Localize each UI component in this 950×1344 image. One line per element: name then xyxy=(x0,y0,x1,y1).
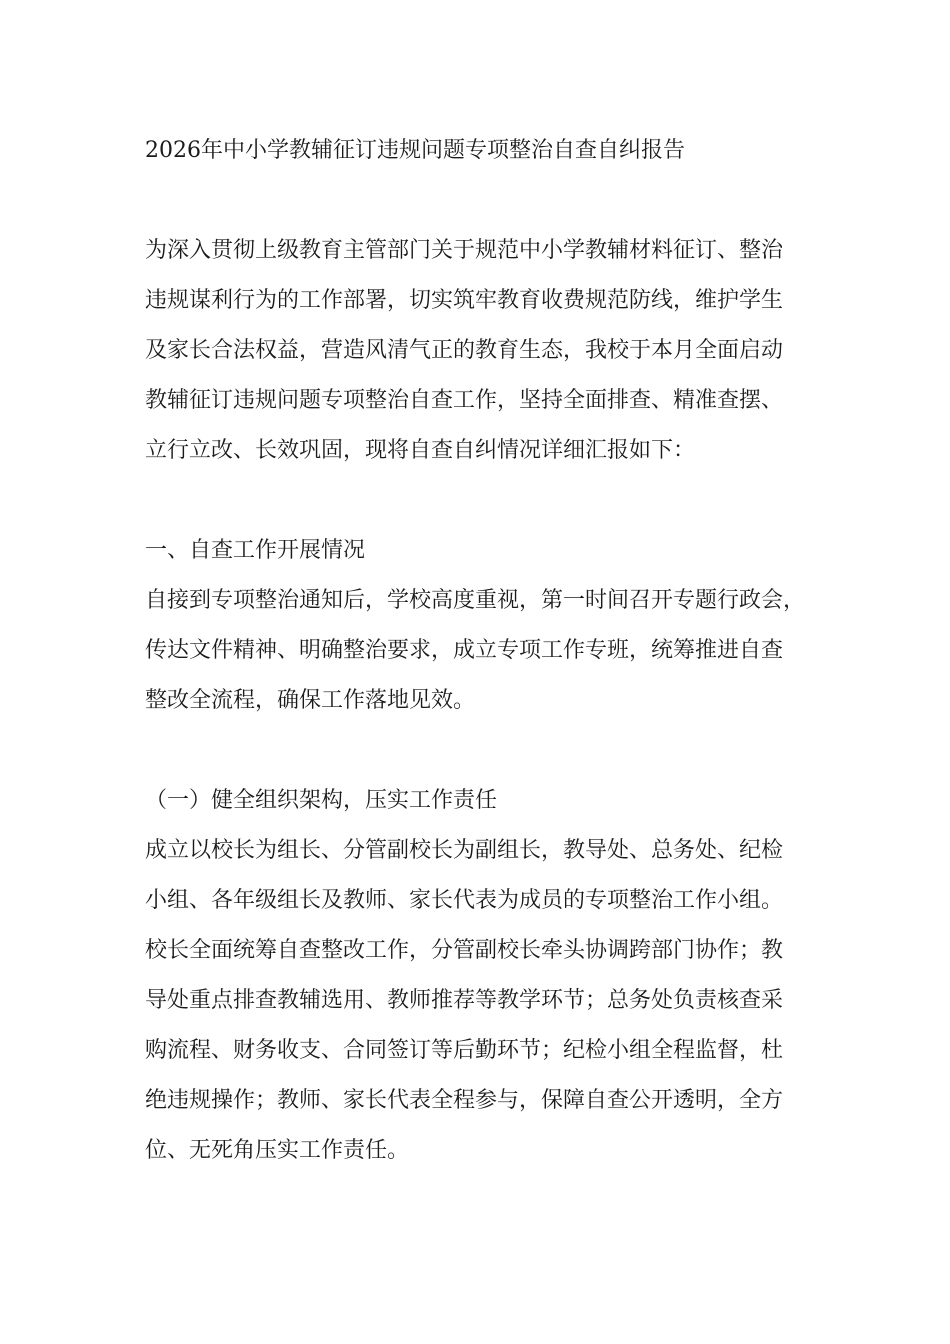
subsection-heading: （一）健全组织架构，压实工作责任 xyxy=(145,788,498,813)
intro-line: 教辅征订违规问题专项整治自查工作，坚持全面排查、精准查摆、 xyxy=(145,388,784,413)
section-line: 传达文件精神、明确整治要求，成立专项工作专班，统筹推进自查 xyxy=(145,638,784,663)
intro-line: 违规谋利行为的工作部署，切实筑牢教育收费规范防线，维护学生 xyxy=(145,288,784,313)
subsection-line: 成立以校长为组长、分管副校长为副组长，教导处、总务处、纪检 xyxy=(145,838,784,863)
intro-line: 为深入贯彻上级教育主管部门关于规范中小学教辅材料征订、整治 xyxy=(145,238,784,263)
intro-line: 立行立改、长效巩固，现将自查自纠情况详细汇报如下： xyxy=(145,438,696,463)
subsection-line: 绝违规操作；教师、家长代表全程参与，保障自查公开透明，全方 xyxy=(145,1088,784,1113)
section-line: 整改全流程，确保工作落地见效。 xyxy=(145,688,476,713)
subsection-line: 导处重点排查教辅选用、教师推荐等教学环节；总务处负责核查采 xyxy=(145,988,784,1013)
section-heading: 一、自查工作开展情况 xyxy=(145,538,366,563)
document-title: 2026年中小学教辅征订违规问题专项整治自查自纠报告 xyxy=(145,138,685,163)
subsection-line: 位、无死角压实工作责任。 xyxy=(145,1138,410,1163)
subsection-line: 小组、各年级组长及教师、家长代表为成员的专项整治工作小组。 xyxy=(145,888,784,913)
subsection-line: 校长全面统筹自查整改工作，分管副校长牵头协调跨部门协作；教 xyxy=(145,938,784,963)
subsection-line: 购流程、财务收支、合同签订等后勤环节；纪检小组全程监督，杜 xyxy=(145,1038,784,1063)
intro-line: 及家长合法权益，营造风清气正的教育生态，我校于本月全面启动 xyxy=(145,338,784,363)
section-line: 自接到专项整治通知后，学校高度重视，第一时间召开专题行政会， xyxy=(145,588,806,613)
